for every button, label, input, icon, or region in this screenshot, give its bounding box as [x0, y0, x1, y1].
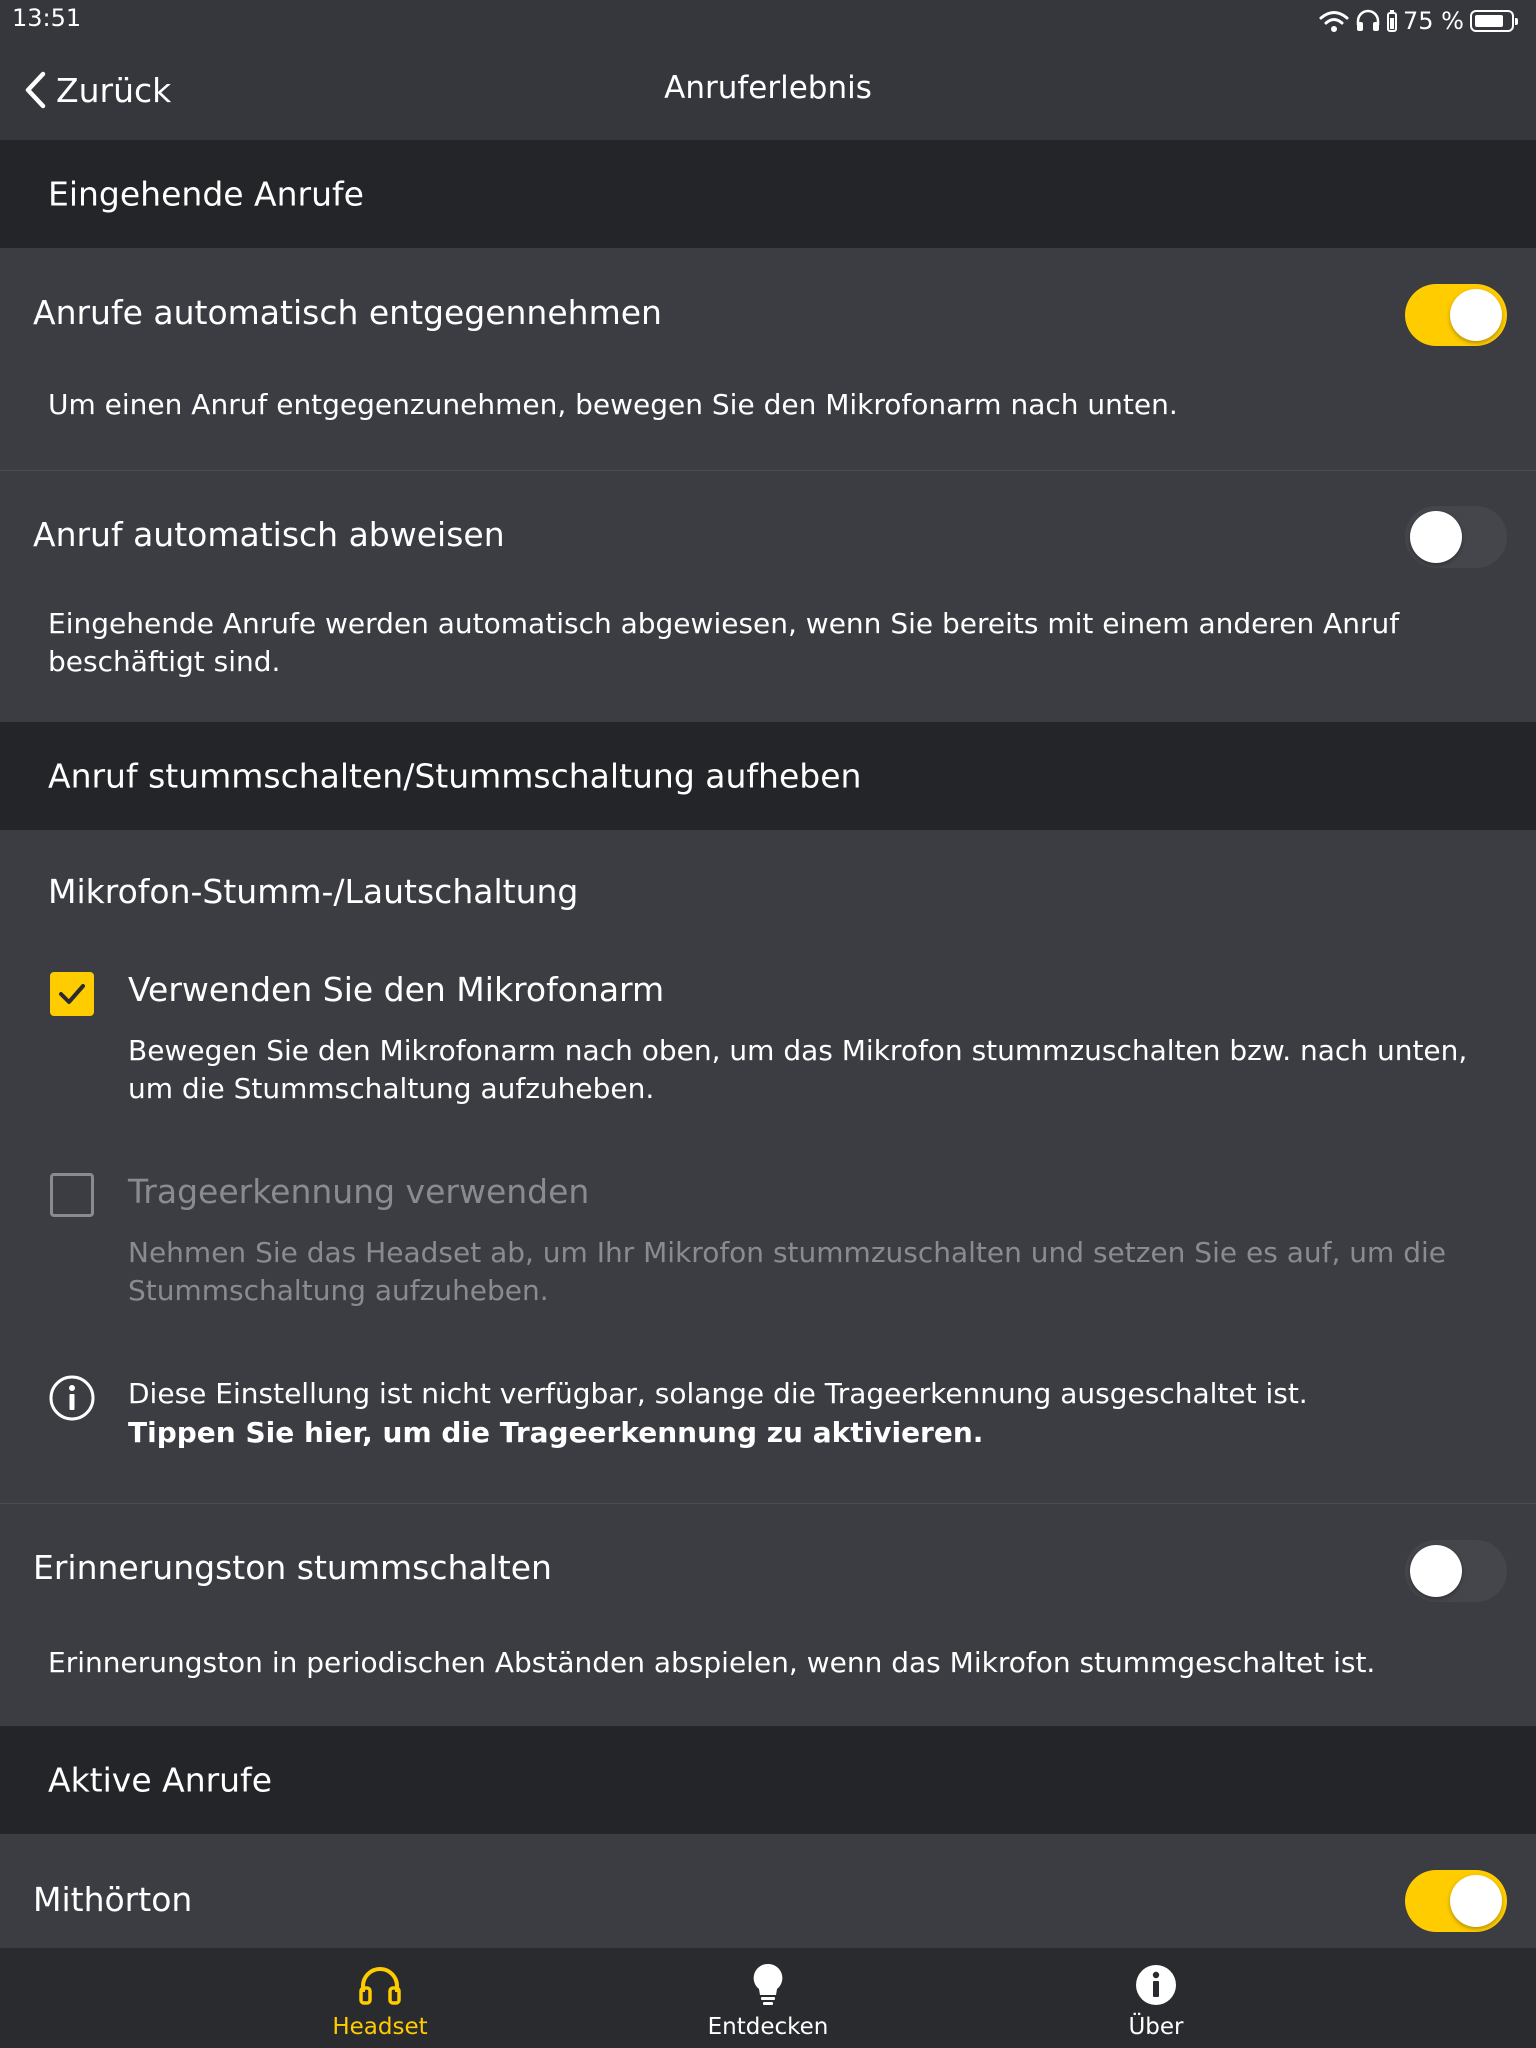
checkmark-icon — [50, 972, 94, 1016]
mic-mute-title: Mikrofon-Stumm-/Lautschaltung — [48, 872, 579, 911]
tab-bar — [0, 1948, 1536, 2048]
headphones-status-icon — [1355, 9, 1381, 33]
wear-detection-info[interactable] — [128, 1374, 1488, 1452]
auto-answer-toggle[interactable] — [1405, 284, 1507, 346]
battery-percent: 75 % — [1403, 7, 1464, 35]
section-header-incoming — [0, 140, 1536, 248]
sidetone-toggle[interactable] — [1405, 1870, 1507, 1932]
headset-battery-icon — [1387, 10, 1397, 32]
back-label: Zurück — [56, 70, 172, 110]
auto-reject-title: Anruf automatisch abweisen — [33, 515, 505, 554]
info-text: Diese Einstellung ist nicht verfügbar, solange die Trageerkennung ausgeschaltet ist. — [128, 1377, 1308, 1410]
boom-arm-checkbox[interactable] — [50, 972, 94, 1016]
battery-icon — [1470, 10, 1514, 32]
divider — [0, 1503, 1536, 1504]
tab-headset[interactable] — [230, 1948, 530, 2048]
section-header-active — [0, 1726, 1536, 1834]
wear-detection-checkbox[interactable] — [50, 1173, 94, 1217]
mute-reminder-description: Erinnerungston in periodischen Abständen abspielen, wenn das Mikrofon stummgeschaltet ist. — [48, 1646, 1376, 1679]
boom-arm-description: Bewegen Sie den Mikrofonarm nach oben, um das Mikrofon stummzuschalten bzw. nach unten, um die Stummschaltung aufzuheben. — [128, 1034, 1468, 1105]
page-title: Anruferlebnis — [664, 70, 872, 106]
navigation-bar — [0, 0, 1536, 140]
mute-reminder-toggle[interactable] — [1405, 1540, 1507, 1602]
auto-answer-description: Um einen Anruf entgegenzunehmen, bewegen Sie den Mikrofonarm nach unten. — [48, 388, 1178, 421]
auto-reject-description: Eingehende Anrufe werden automatisch abgewiesen, wenn Sie bereits mit einem anderen Anruf beschäftigt sind. — [48, 607, 1400, 678]
info-icon — [1135, 1964, 1177, 2006]
info-icon — [48, 1374, 96, 1422]
divider — [0, 470, 1536, 471]
tab-discover[interactable] — [618, 1948, 918, 2048]
auto-reject-toggle[interactable] — [1405, 506, 1507, 568]
sidetone-title: Mithörton — [33, 1880, 193, 1919]
mute-reminder-title: Erinnerungston stummschalten — [33, 1548, 552, 1587]
enable-wear-detection-link[interactable]: Tippen Sie hier, um die Trageerkennung zu aktivieren. — [128, 1416, 984, 1449]
section-header-mute — [0, 722, 1536, 830]
wifi-icon — [1319, 9, 1349, 33]
status-time: 13:51 — [12, 4, 82, 32]
tab-about[interactable] — [1006, 1948, 1306, 2048]
tab-label: Über — [1128, 2014, 1184, 2040]
auto-answer-title: Anrufe automatisch entgegennehmen — [33, 293, 662, 332]
section-title: Eingehende Anrufe — [48, 174, 364, 214]
headphones-icon — [357, 1962, 403, 2008]
section-title: Aktive Anrufe — [48, 1760, 273, 1800]
tab-label: Headset — [332, 2014, 428, 2040]
wear-detection-description: Nehmen Sie das Headset ab, um Ihr Mikrofon stummzuschalten und setzen Sie es auf, um die Stummschaltung aufzuheben. — [128, 1236, 1446, 1307]
boom-arm-label[interactable]: Verwenden Sie den Mikrofonarm — [128, 970, 665, 1009]
lightbulb-icon — [750, 1962, 786, 2008]
wear-detection-label[interactable]: Trageerkennung verwenden — [128, 1172, 590, 1211]
tab-label: Entdecken — [707, 2014, 829, 2040]
section-title: Anruf stummschalten/Stummschaltung aufheben — [48, 756, 862, 796]
status-indicators — [1319, 4, 1514, 38]
